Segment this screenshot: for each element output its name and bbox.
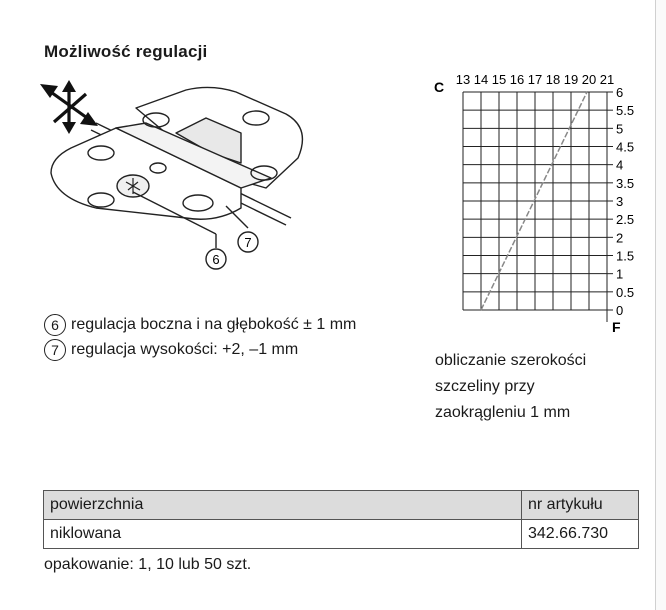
table-cell: niklowana	[44, 520, 522, 549]
right-tick-label: 0	[616, 303, 624, 318]
right-tick-label: 4	[616, 157, 624, 173]
hinge-drawing	[36, 78, 306, 278]
top-tick-label: 17	[527, 72, 543, 87]
legend-text: regulacja wysokości: +2, –1 mm	[71, 341, 299, 358]
right-tick-label: 0.5	[616, 284, 635, 300]
top-tick-label: 19	[563, 72, 579, 87]
right-tick-label: 5.5	[616, 103, 635, 119]
top-tick-label: 20	[581, 72, 597, 87]
legend-number: 7	[44, 339, 66, 361]
page-edge	[655, 0, 666, 610]
legend-item	[44, 339, 298, 361]
legend-item	[44, 314, 356, 336]
table-cell: 342.66.730	[522, 520, 639, 549]
callout-seven: 7	[244, 235, 252, 250]
right-tick-label: 4.5	[616, 139, 635, 155]
table-header: powierzchnia	[44, 491, 522, 520]
right-tick-label: 2.5	[616, 212, 635, 228]
axis-arrows-icon	[40, 80, 98, 134]
right-tick-label: 1	[616, 266, 624, 282]
top-tick-label: 13	[455, 72, 471, 87]
top-tick-label: 16	[509, 72, 525, 87]
right-tick-label: 1.5	[616, 248, 635, 264]
legend-text: regulacja boczna i na głębokość ± 1 mm	[71, 316, 357, 333]
axis-label-c: C	[434, 79, 445, 95]
top-tick-label: 21	[599, 72, 615, 87]
packaging-note: opakowanie: 1, 10 lub 50 szt.	[44, 556, 252, 573]
axis-label-f: F	[612, 319, 621, 335]
table-row	[44, 520, 639, 549]
top-tick-label: 14	[473, 72, 489, 87]
caption-line: obliczanie szerokości	[435, 352, 587, 369]
section-title: Możliwość regulacji	[44, 42, 208, 61]
right-tick-label: 3.5	[616, 175, 635, 191]
table-header: nr artykułu	[522, 491, 639, 520]
article-table	[43, 490, 639, 549]
right-tick-label: 6	[616, 85, 624, 100]
right-tick-label: 2	[616, 230, 624, 246]
gap-width-chart	[430, 70, 640, 335]
right-tick-label: 5	[616, 121, 624, 137]
top-tick-label: 18	[545, 72, 561, 87]
legend-number: 6	[44, 314, 66, 336]
caption-line: szczeliny przy	[435, 378, 535, 395]
caption-line: zaokrągleniu 1 mm	[435, 404, 571, 421]
callout-six: 6	[212, 252, 220, 267]
top-tick-label: 15	[491, 72, 507, 87]
right-tick-label: 3	[616, 194, 624, 209]
chart-caption	[435, 348, 586, 426]
